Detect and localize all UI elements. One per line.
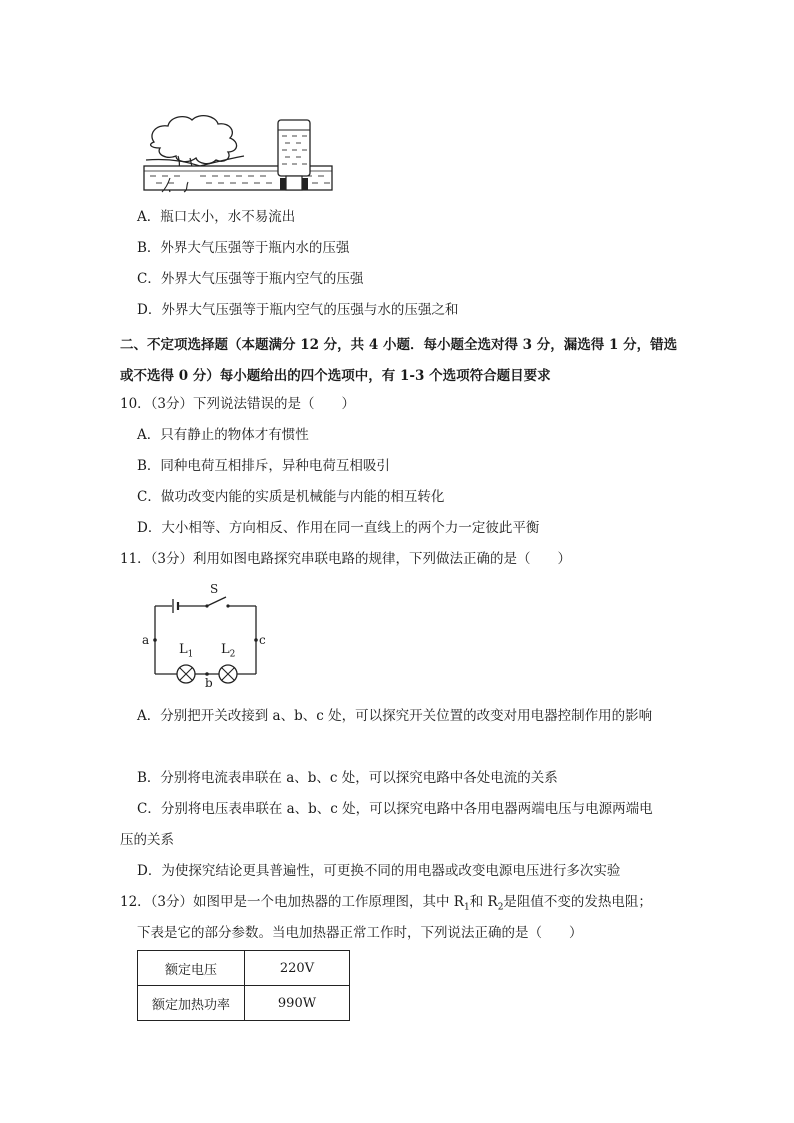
parameter-table	[137, 950, 350, 1021]
table-cell-value: 220V	[245, 951, 350, 986]
lamp-l1	[177, 665, 195, 683]
table-row	[138, 951, 350, 986]
q11-option-d[interactable]: D．为使探究结论更具普遍性，可更换不同的用电器或改变电源电压进行多次实验	[137, 863, 621, 879]
q12-stem-line2: 下表是它的部分参数。当电加热器正常工作时，下列说法正确的是（ ）	[137, 925, 583, 941]
switch-blade	[207, 597, 226, 606]
q11-option-c[interactable]: C．分别将电压表串联在 a、b、c 处，可以探究电路中各用电器两端电压与电源两端电	[137, 801, 653, 817]
point-b-label: b	[205, 676, 213, 690]
section-heading-line2: 或不选得 0 分）每小题给出的四个选项中，有 1-3 个选项符合题目要求	[120, 368, 551, 384]
node-a	[153, 638, 157, 642]
point-a-label: a	[142, 633, 150, 647]
q10-option-a[interactable]: A．只有静止的物体才有惯性	[137, 427, 309, 443]
node-c	[254, 638, 258, 642]
inverted-bottle	[278, 120, 310, 190]
lamp-l2	[219, 665, 237, 683]
table-cell-label: 额定加热功率	[138, 986, 245, 1021]
q11-stem: 11．（3分）利用如图电路探究串联电路的规律，下列做法正确的是（ ）	[120, 551, 572, 567]
q9-option-c[interactable]: C．外界大气压强等于瓶内空气的压强	[137, 271, 364, 287]
table-cell-label: 额定电压	[138, 951, 245, 986]
q11-option-c-continued: 压的关系	[120, 832, 174, 848]
lamp2-label: $L_2$	[221, 642, 236, 660]
q10-option-b[interactable]: B．同种电荷互相排斥，异种电荷互相吸引	[137, 458, 390, 474]
q9-figure	[140, 112, 340, 194]
q10-stem: 10．（3分）下列说法错误的是（ ）	[120, 396, 356, 412]
table-row	[138, 986, 350, 1021]
q12-stem: 12．（3分）如图甲是一个电加热器的工作原理图，其中 $R_1$和 $R_2$是阻值不变的发热电阻；	[120, 894, 652, 913]
q9-option-b[interactable]: B．外界大气压强等于瓶内水的压强	[137, 240, 350, 256]
table-cell-value: 990W	[245, 986, 350, 1021]
point-c-label: c	[259, 633, 266, 647]
q10-option-d[interactable]: D．大小相等、方向相反、作用在同一直线上的两个力一定彼此平衡	[137, 520, 540, 536]
switch-label: S	[210, 582, 219, 596]
q9-option-d[interactable]: D．外界大气压强等于瓶内空气的压强与水的压强之和	[137, 302, 459, 318]
q11-option-a[interactable]: A．分别把开关改接到 a、b、c 处，可以探究开关位置的改变对用电器控制作用的影响	[137, 708, 653, 724]
q11-circuit-diagram	[138, 582, 278, 692]
section-heading-line1: 二、不定项选择题（本题满分 12 分，共 4 小题．每小题全选对得 3 分，漏选得 1 分，错选	[120, 337, 678, 353]
q11-option-b[interactable]: B．分别将电流表串联在 a、b、c 处，可以探究电路中各处电流的关系	[137, 770, 558, 786]
tree-canopy	[151, 116, 237, 164]
lamp1-label: $L_1$	[179, 642, 194, 660]
q9-option-a[interactable]: A．瓶口太小，水不易流出	[137, 209, 296, 225]
q10-option-c[interactable]: C．做功改变内能的实质是机械能与内能的相互转化	[137, 489, 445, 505]
